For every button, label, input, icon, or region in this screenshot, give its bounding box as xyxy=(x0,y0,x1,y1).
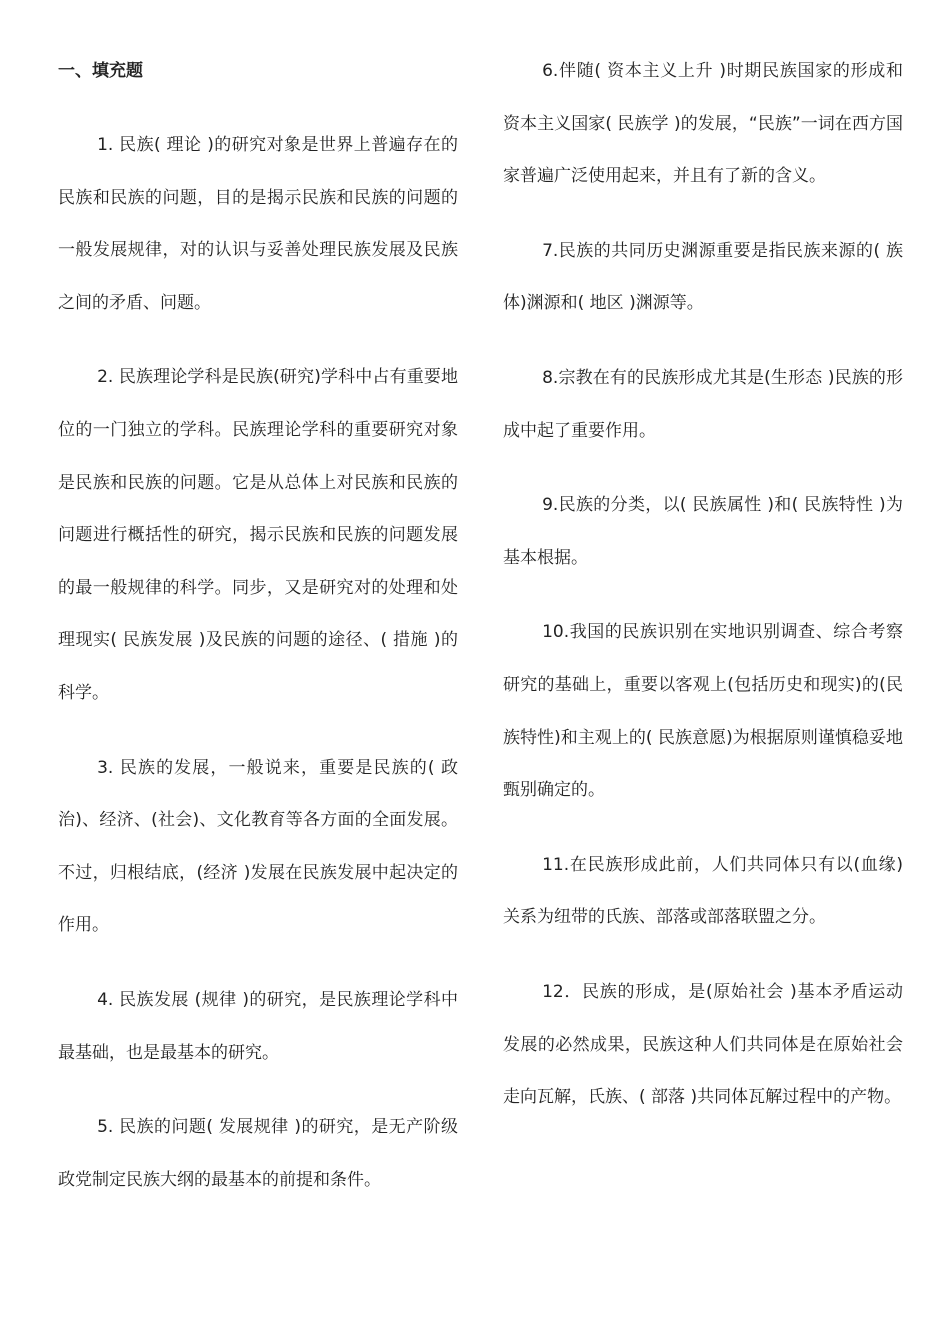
paragraph-7: 7.民族的共同历史渊源重要是指民族来源的( 族体)渊源和( 地区 )渊源等。 xyxy=(503,240,903,314)
right-column xyxy=(503,45,903,1146)
paragraph-12: 12．民族的形成，是(原始社会 )基本矛盾运动发展的必然成果，民族这种人们共同体是在原始社会走向瓦解，氏族、( 部落 )共同体瓦解过程中的产物。 xyxy=(503,981,903,1108)
paragraph-4: 4. 民族发展 (规律 )的研究，是民族理论学科中最基础，也是最基本的研究。 xyxy=(58,989,458,1063)
paragraph-9: 9.民族的分类，以( 民族属性 )和( 民族特性 )为基本根据。 xyxy=(503,495,903,568)
paragraph-10: 10.我国的民族识别在实地识别调查、综合考察研究的基础上，重要以客观上(包括历史和现实)的(民族特性)和主观上的( 民族意愿)为根据原则谨慎稳妥地甄别确定的。 xyxy=(503,622,903,801)
left-column xyxy=(58,45,458,1228)
paragraph-1: 1. 民族( 理论 )的研究对象是世界上普遍存在的民族和民族的问题，目的是揭示民族和民族的问题的一般发展规律，对的认识与妥善处理民族发展及民族之间的矛盾、问题。 xyxy=(58,135,458,313)
paragraph-3: 3. 民族的发展，一般说来，重要是民族的( 政治)、经济、(社会)、文化教育等各方面的全面发展。不过，归根结底，(经济 )发展在民族发展中起决定的作用。 xyxy=(58,757,458,936)
paragraph-6: 6.伴随( 资本主义上升 )时期民族国家的形成和资本主义国家( 民族学 )的发展，“民族”一词在西方国家普遍广泛使用起来，并且有了新的含义。 xyxy=(503,61,903,187)
paragraph-8: 8.宗教在有的民族形成尤其是(生形态 )民族的形成中起了重要作用。 xyxy=(503,367,903,441)
section-heading: 一、填充题 xyxy=(58,61,143,81)
paragraph-11: 11.在民族形成此前，人们共同体只有以(血缘)关系为纽带的氏族、部落或部落联盟之分。 xyxy=(503,854,903,928)
paragraph-2: 2. 民族理论学科是民族(研究)学科中占有重要地位的一门独立的学科。民族理论学科的重要研究对象是民族和民族的问题。它是从总体上对民族和民族的问题进行概括性的研究，揭示民族和民族的问题发展的最一般规律的科学。同步，又是研究对的处理和处理现实( 民族发展 )及民族的问题的途径、( 措施 )的科学。 xyxy=(58,367,458,703)
paragraph-5: 5. 民族的问题( 发展规律 )的研究，是无产阶级政党制定民族大纲的最基本的前提和条件。 xyxy=(58,1117,458,1190)
